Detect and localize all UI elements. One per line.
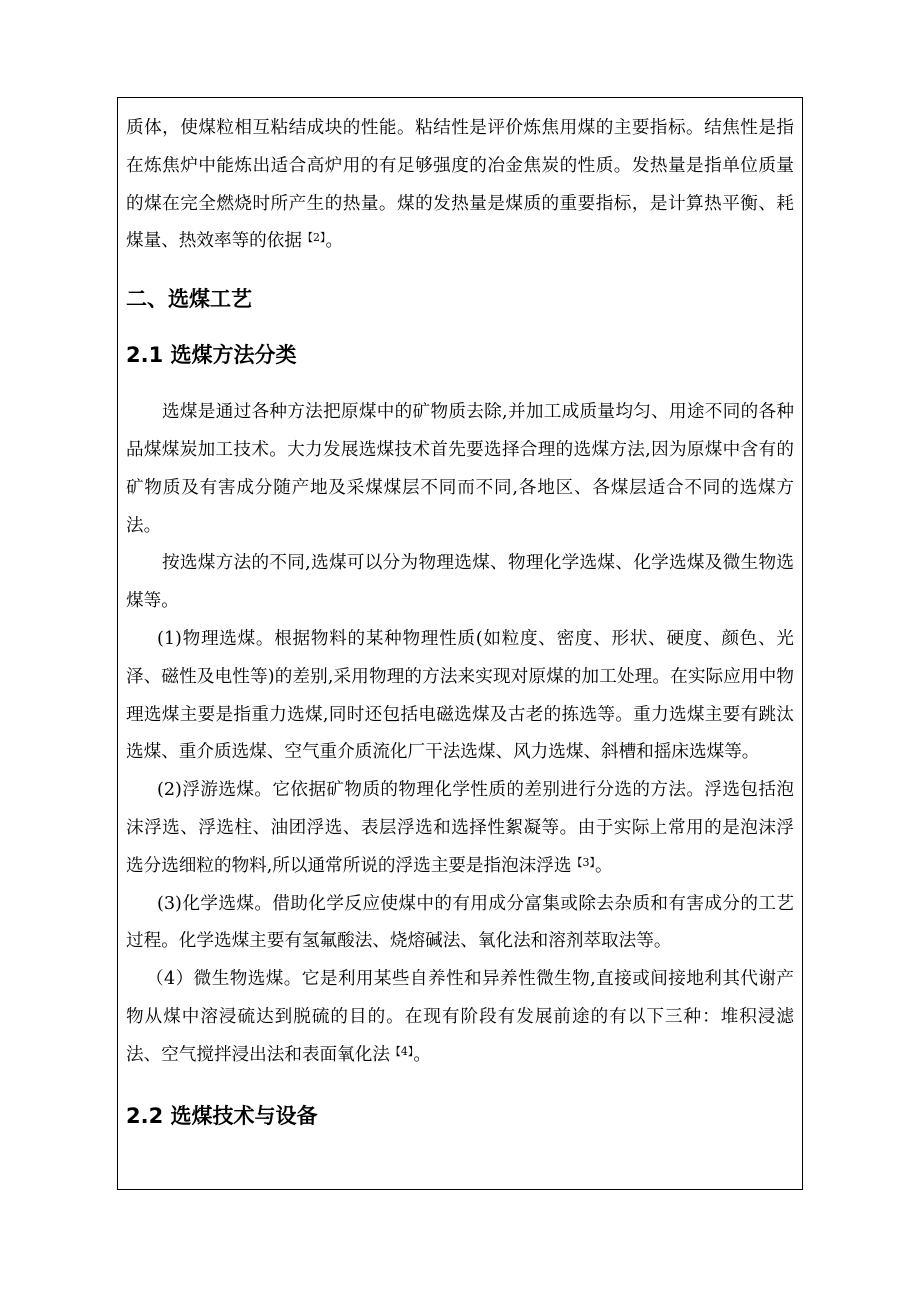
microbial-text: （4）微生物选煤。它是利用某些自养性和异养性微生物,直接或间接地利其代谢产物从煤中溶浸硫达到脱硫的目的。在现有阶段有发展前途的有以下三种：堆积浸滤法、空气搅拌浸出法和表面氧化法 <box>126 969 794 1065</box>
paragraph-microbial <box>126 961 794 1074</box>
citation-ref: 【4】 <box>389 1044 414 1058</box>
subsection-heading-2-2: 2.2 选煤技术与设备 <box>126 1103 318 1128</box>
citation-ref: 【2】 <box>301 231 326 245</box>
paragraph-coal-preparation-intro: 选煤是通过各种方法把原煤中的矿物质去除,并加工成质量均匀、用途不同的各种品煤煤炭加工技术。大力发展选煤技术首先要选择合理的选煤方法,因为原煤中含有的矿物质及有害成分随产地及采煤煤层不同而不同,各地区、各煤层适合不同的选煤方法。 <box>126 402 794 536</box>
section-heading: 二、选煤工艺 <box>126 287 252 312</box>
document-frame <box>117 97 803 1190</box>
flotation-text: (2)浮游选煤。它依据矿物质的物理化学性质的差别进行分选的方法。浮选包括泡沫浮选、浮选柱、油团浮选、表层浮选和选择性絮凝等。由于实际上常用的是泡沫浮选分选细粒的物料,所以通常所说的浮选主要是指泡沫浮选 <box>126 780 794 876</box>
intro-tail: 。 <box>325 231 344 252</box>
paragraph-classification: 按选煤方法的不同,选煤可以分为物理选煤、物理化学选煤、化学选煤及微生物选煤等。 <box>126 553 794 612</box>
citation-ref: 【3】 <box>571 855 595 869</box>
intro-text: 质体，使煤粒相互粘结成块的性能。粘结性是评价炼焦用煤的主要指标。结焦性是指在炼焦炉中能炼出适合高炉用的有足够强度的冶金焦炭的性质。发热量是指单位质量的煤在完全燃烧时所产生的热量。煤的发热量是煤质的重要指标，是计算热平衡、耗煤量、热效率等的依据 <box>126 118 794 252</box>
document-content <box>126 110 794 1131</box>
intro-paragraph <box>126 110 794 261</box>
paragraph-flotation <box>126 772 794 885</box>
paragraph-chemical: (3)化学选煤。借助化学反应使煤中的有用成分富集或除去杂质和有害成分的工艺过程。化学选煤主要有氢氟酸法、烧熔碱法、氧化法和溶剂萃取法等。 <box>126 893 794 952</box>
flotation-tail: 。 <box>594 855 613 876</box>
paragraph-physical: (1)物理选煤。根据物料的某种物理性质(如粒度、密度、形状、硬度、颜色、光泽、磁性及电性等)的差别,采用物理的方法来实现对原煤的加工处理。在实际应用中物理选煤主要是指重力选煤,同时还包括电磁选煤及古老的拣选等。重力选煤主要有跳汰选煤、重介质选煤、空气重介质流化厂干法选煤、风力选煤、斜槽和摇床选煤等。 <box>126 628 794 763</box>
subsection-heading-2-1: 2.1 选煤方法分类 <box>126 343 297 368</box>
microbial-tail: 。 <box>413 1044 432 1065</box>
